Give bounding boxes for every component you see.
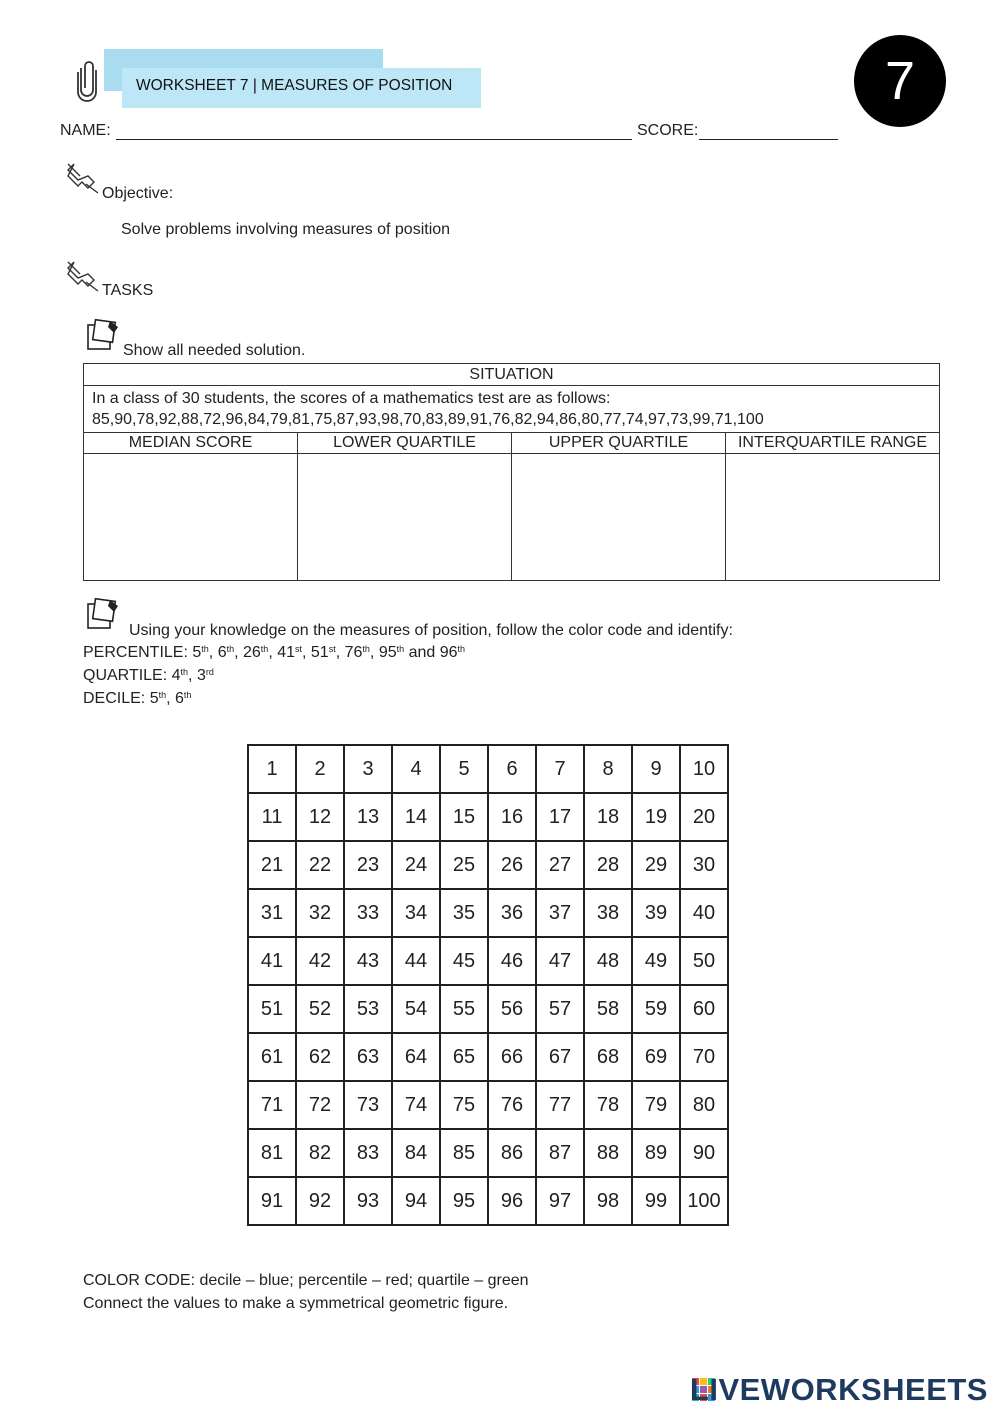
grid-cell[interactable]: 5 bbox=[440, 745, 488, 793]
grid-cell[interactable]: 33 bbox=[344, 889, 392, 937]
grid-cell[interactable]: 49 bbox=[632, 937, 680, 985]
grid-cell[interactable]: 65 bbox=[440, 1033, 488, 1081]
color-code: COLOR CODE: decile – blue; percentile – red; quartile – green bbox=[83, 1272, 529, 1289]
grid-cell[interactable]: 56 bbox=[488, 985, 536, 1033]
decile-values: 5th, 6th bbox=[149, 690, 192, 707]
decile-line bbox=[83, 690, 191, 708]
grid-cell[interactable]: 27 bbox=[536, 841, 584, 889]
grid-cell[interactable]: 41 bbox=[248, 937, 296, 985]
quartile-values: 4th, 3rd bbox=[171, 667, 214, 684]
percentile-values: 5th, 6th, 26th, 41st, 51st, 76th, 95th and 96th bbox=[192, 644, 466, 661]
grid-cell[interactable]: 42 bbox=[296, 937, 344, 985]
grid-cell[interactable]: 39 bbox=[632, 889, 680, 937]
situation-table bbox=[83, 363, 940, 581]
sticky-note-icon bbox=[86, 598, 122, 632]
connect-instruction: Connect the values to make a symmetrical geometric figure. bbox=[83, 1295, 509, 1312]
lower-quartile-answer-cell[interactable] bbox=[298, 454, 512, 581]
grid-cell[interactable]: 55 bbox=[440, 985, 488, 1033]
grid-cell[interactable]: 69 bbox=[632, 1033, 680, 1081]
grid-cell[interactable]: 81 bbox=[248, 1129, 296, 1177]
grid-cell[interactable]: 78 bbox=[584, 1081, 632, 1129]
grid-cell[interactable]: 48 bbox=[584, 937, 632, 985]
grid-cell[interactable]: 91 bbox=[248, 1177, 296, 1225]
pushpin-icon bbox=[64, 260, 100, 292]
grid-cell[interactable]: 68 bbox=[584, 1033, 632, 1081]
grid-row bbox=[248, 1129, 728, 1177]
grid-cell[interactable]: 28 bbox=[584, 841, 632, 889]
grid-cell[interactable]: 45 bbox=[440, 937, 488, 985]
grid-cell[interactable]: 50 bbox=[680, 937, 728, 985]
score-field[interactable] bbox=[699, 139, 838, 140]
grid-cell[interactable]: 71 bbox=[248, 1081, 296, 1129]
grid-cell[interactable]: 32 bbox=[296, 889, 344, 937]
grid-cell[interactable]: 17 bbox=[536, 793, 584, 841]
task1-instruction: Show all needed solution. bbox=[123, 342, 306, 359]
situation-line1: In a class of 30 students, the scores of a mathematics test are as follows: bbox=[92, 390, 611, 407]
upper-quartile-answer-cell[interactable] bbox=[512, 454, 726, 581]
worksheet-title: WORKSHEET 7 | MEASURES OF POSITION bbox=[122, 68, 481, 108]
paperclip-icon bbox=[74, 56, 100, 104]
grid-cell[interactable]: 6 bbox=[488, 745, 536, 793]
grid-cell[interactable]: 24 bbox=[392, 841, 440, 889]
decile-label: DECILE: bbox=[83, 690, 146, 707]
grid-cell[interactable]: 35 bbox=[440, 889, 488, 937]
grid-cell[interactable]: 36 bbox=[488, 889, 536, 937]
grid-cell[interactable]: 99 bbox=[632, 1177, 680, 1225]
grid-cell[interactable]: 9 bbox=[632, 745, 680, 793]
worksheet-number-badge: 7 bbox=[854, 35, 946, 127]
grid-cell[interactable]: 4 bbox=[392, 745, 440, 793]
grid-cell[interactable]: 23 bbox=[344, 841, 392, 889]
grid-cell[interactable]: 22 bbox=[296, 841, 344, 889]
grid-row bbox=[248, 1033, 728, 1081]
grid-cell[interactable]: 20 bbox=[680, 793, 728, 841]
grid-cell[interactable]: 87 bbox=[536, 1129, 584, 1177]
grid-cell[interactable]: 75 bbox=[440, 1081, 488, 1129]
grid-cell[interactable]: 72 bbox=[296, 1081, 344, 1129]
grid-row bbox=[248, 937, 728, 985]
grid-cell[interactable]: 66 bbox=[488, 1033, 536, 1081]
grid-cell[interactable]: 19 bbox=[632, 793, 680, 841]
iqr-answer-cell[interactable] bbox=[726, 454, 940, 581]
grid-cell[interactable]: 43 bbox=[344, 937, 392, 985]
grid-row bbox=[248, 841, 728, 889]
grid-cell[interactable]: 44 bbox=[392, 937, 440, 985]
grid-cell[interactable]: 77 bbox=[536, 1081, 584, 1129]
median-answer-cell[interactable] bbox=[84, 454, 298, 581]
grid-cell[interactable]: 83 bbox=[344, 1129, 392, 1177]
sticky-note-icon bbox=[86, 319, 122, 353]
grid-row bbox=[248, 1177, 728, 1225]
percentile-label: PERCENTILE: bbox=[83, 644, 188, 661]
tasks-heading: TASKS bbox=[102, 282, 154, 299]
grid-cell[interactable]: 31 bbox=[248, 889, 296, 937]
grid-cell[interactable]: 1 bbox=[248, 745, 296, 793]
grid-cell[interactable]: 100 bbox=[680, 1177, 728, 1225]
grid-cell[interactable]: 74 bbox=[392, 1081, 440, 1129]
situation-scores: 85,90,78,92,88,72,96,84,79,81,75,87,93,98,70,83,89,91,76,82,94,86,80,77,74,97,73,99,71,100 bbox=[92, 411, 764, 428]
grid-cell[interactable]: 86 bbox=[488, 1129, 536, 1177]
grid-cell[interactable]: 64 bbox=[392, 1033, 440, 1081]
grid-cell[interactable]: 10 bbox=[680, 745, 728, 793]
grid-cell[interactable]: 12 bbox=[296, 793, 344, 841]
grid-cell[interactable]: 61 bbox=[248, 1033, 296, 1081]
grid-cell[interactable]: 62 bbox=[296, 1033, 344, 1081]
grid-cell[interactable]: 47 bbox=[536, 937, 584, 985]
grid-cell[interactable]: 46 bbox=[488, 937, 536, 985]
grid-cell[interactable]: 54 bbox=[392, 985, 440, 1033]
liveworksheets-logo: LIVEWORKSHEETS bbox=[689, 1372, 988, 1407]
name-field[interactable] bbox=[116, 139, 632, 140]
grid-cell[interactable]: 80 bbox=[680, 1081, 728, 1129]
grid-cell[interactable]: 76 bbox=[488, 1081, 536, 1129]
grid-cell[interactable]: 29 bbox=[632, 841, 680, 889]
grid-cell[interactable]: 93 bbox=[344, 1177, 392, 1225]
grid-cell[interactable]: 84 bbox=[392, 1129, 440, 1177]
grid-cell[interactable]: 52 bbox=[296, 985, 344, 1033]
grid-cell[interactable]: 59 bbox=[632, 985, 680, 1033]
grid-cell[interactable]: 82 bbox=[296, 1129, 344, 1177]
grid-cell[interactable]: 25 bbox=[440, 841, 488, 889]
grid-cell[interactable]: 98 bbox=[584, 1177, 632, 1225]
grid-cell[interactable]: 21 bbox=[248, 841, 296, 889]
grid-cell[interactable]: 26 bbox=[488, 841, 536, 889]
percentile-line bbox=[83, 644, 465, 662]
grid-cell[interactable]: 53 bbox=[344, 985, 392, 1033]
grid-cell[interactable]: 14 bbox=[392, 793, 440, 841]
grid-cell[interactable]: 16 bbox=[488, 793, 536, 841]
grid-cell[interactable]: 51 bbox=[248, 985, 296, 1033]
grid-cell[interactable]: 89 bbox=[632, 1129, 680, 1177]
grid-cell[interactable]: 63 bbox=[344, 1033, 392, 1081]
grid-cell[interactable]: 37 bbox=[536, 889, 584, 937]
col-upper-quartile: UPPER QUARTILE bbox=[512, 433, 726, 454]
grid-cell[interactable]: 8 bbox=[584, 745, 632, 793]
grid-cell[interactable]: 67 bbox=[536, 1033, 584, 1081]
grid-cell[interactable]: 11 bbox=[248, 793, 296, 841]
grid-cell[interactable]: 34 bbox=[392, 889, 440, 937]
grid-cell[interactable]: 40 bbox=[680, 889, 728, 937]
objective-heading: Objective: bbox=[102, 185, 174, 202]
grid-cell[interactable]: 2 bbox=[296, 745, 344, 793]
grid-cell[interactable]: 60 bbox=[680, 985, 728, 1033]
grid-cell[interactable]: 97 bbox=[536, 1177, 584, 1225]
objective-text: Solve problems involving measures of position bbox=[121, 221, 451, 238]
grid-cell[interactable]: 95 bbox=[440, 1177, 488, 1225]
grid-cell[interactable]: 58 bbox=[584, 985, 632, 1033]
col-interquartile-range: INTERQUARTILE RANGE bbox=[726, 433, 940, 454]
grid-cell[interactable]: 92 bbox=[296, 1177, 344, 1225]
grid-cell[interactable]: 18 bbox=[584, 793, 632, 841]
situation-text bbox=[84, 386, 940, 433]
grid-cell[interactable]: 15 bbox=[440, 793, 488, 841]
grid-cell[interactable]: 96 bbox=[488, 1177, 536, 1225]
grid-cell[interactable]: 90 bbox=[680, 1129, 728, 1177]
grid-row bbox=[248, 985, 728, 1033]
quartile-label: QUARTILE: bbox=[83, 667, 168, 684]
col-lower-quartile: LOWER QUARTILE bbox=[298, 433, 512, 454]
grid-row bbox=[248, 745, 728, 793]
grid-cell[interactable]: 73 bbox=[344, 1081, 392, 1129]
grid-cell[interactable]: 94 bbox=[392, 1177, 440, 1225]
name-label: NAME: bbox=[60, 122, 111, 139]
grid-cell[interactable]: 13 bbox=[344, 793, 392, 841]
score-label: SCORE: bbox=[637, 122, 699, 139]
grid-cell[interactable]: 38 bbox=[584, 889, 632, 937]
grid-cell[interactable]: 85 bbox=[440, 1129, 488, 1177]
grid-cell[interactable]: 57 bbox=[536, 985, 584, 1033]
quartile-line bbox=[83, 667, 214, 685]
task2-intro: Using your knowledge on the measures of position, follow the color code and identify: bbox=[129, 622, 733, 639]
grid-row bbox=[248, 793, 728, 841]
col-median-score: MEDIAN SCORE bbox=[84, 433, 298, 454]
pushpin-icon bbox=[64, 162, 100, 194]
situation-header: SITUATION bbox=[84, 364, 940, 386]
grid-cell[interactable]: 70 bbox=[680, 1033, 728, 1081]
grid-row bbox=[248, 889, 728, 937]
grid-row bbox=[248, 1081, 728, 1129]
grid-cell[interactable]: 7 bbox=[536, 745, 584, 793]
grid-cell[interactable]: 79 bbox=[632, 1081, 680, 1129]
grid-cell[interactable]: 30 bbox=[680, 841, 728, 889]
hundred-grid bbox=[247, 744, 729, 1226]
grid-cell[interactable]: 3 bbox=[344, 745, 392, 793]
grid-cell[interactable]: 88 bbox=[584, 1129, 632, 1177]
